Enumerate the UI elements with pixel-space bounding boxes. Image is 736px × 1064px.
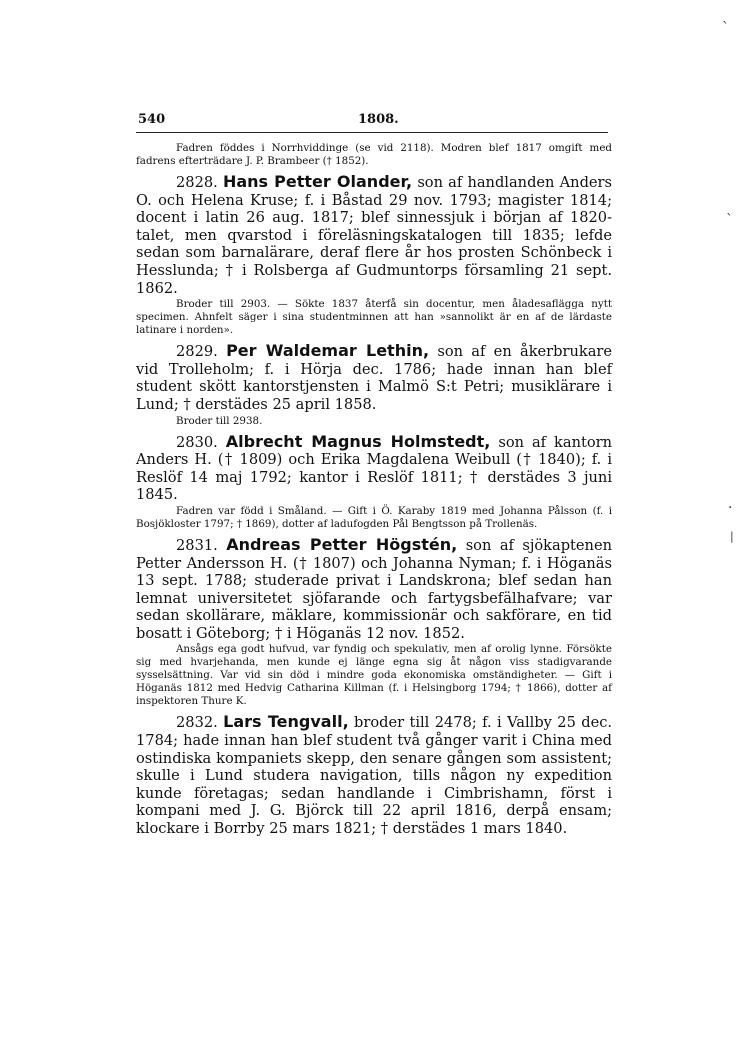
entry-2831 [136,536,612,709]
entry-2832 [136,713,612,837]
entry-name: Andreas Petter Högstén, [226,534,458,554]
entry-text: son af sjökaptenen Petter Andersson H. († 1807) och Johanna Nyman; f. i Höganäs 13 sept. 1788; studerade privat i Landskrona; blef sedan han lemnat universitetet sjöfarande och fartygsbefälhafvare; var sedan skollärare, mäklare, kommissionär och sakförare, en tid bosatt i Göteborg; † i Höganäs 12 nov. 1852. [136,536,612,642]
entry-note: Fadren var född i Småland. — Gift i Ö. Karaby 1819 med Johanna Pålsson (f. i Bosjökloster 1797; † 1869), dotter af ladufogden Pål Bengtsson på Trollenäs. [136,504,612,530]
intro-note: Fadren föddes i Norrhviddinge (se vid 2118). Modren blef 1817 omgift med fadrens efterträdare J. P. Brambeer († 1852). [136,142,612,167]
entry-number: 2831. [176,536,218,554]
entry-name: Albrecht Magnus Holmstedt, [225,431,491,451]
scan-edge-mark: ˋ [722,20,729,36]
header-rule [136,132,608,133]
entry-text: son af handlanden Anders O. och Helena Kruse; f. i Båstad 29 nov. 1793; magister 1814; docent i latin 26 aug. 1817; blef sinnessjuk i början af 1820-talet, men qvarstod i föreläsningskatalogen till 1835; lefde sedan som barnalärare, deraf flere år hos prosten Schönbeck i Hesslunda; † i Rolsberga af Gudmuntorps församling 21 sept. 1862. [136,174,613,297]
scan-edge-mark: | [730,530,734,543]
entry-note: Ansågs ega godt hufvud, var fyndig och spekulativ, men af orolig lynne. Försökte sig med hvarjehanda, men kunde ej länge egna sig åt någon viss stadigvarande sysselsättning. Var vid sin död i mindre goda ekonomiska omständigheter. — Gift i Höganäs 1812 med Hedvig Catharina Killman (f. i Helsingborg 1794; † 1866), dotter af inspektoren Thure K. [136,643,612,708]
page-number: 540 [138,112,166,127]
entry-name: Per Waldemar Lethin, [226,341,430,361]
book-page [136,112,612,838]
scan-edge-mark: ˋ [726,212,733,228]
entry-2829 [136,342,612,427]
entry-text: son af kantorn Anders H. († 1809) och Erika Magdalena Weibull († 1840); f. i Reslöf 14 maj 1792; kantor i Reslöf 1811; † derstädes 3 juni 1845. [136,433,613,504]
page-year: 1808. [358,112,399,127]
entry-name: Lars Tengvall, [223,712,349,732]
entry-note: Broder till 2903. — Sökte 1837 återfå sin docentur, men åladesaflägga nytt specimen. Ahnfelt säger i sina studentminnen att han »sannolikt är en af de lärdaste latinare i norden». [136,298,612,337]
entry-number: 2829. [176,343,218,361]
entry-number: 2832. [176,714,218,732]
page-header [136,112,612,134]
entry-2830 [136,433,612,531]
entry-text: son af en åkerbrukare vid Trolleholm; f. i Hörja dec. 1786; hade innan han blef student skött kantorstjensten i Malmö S:t Petri; musiklärare i Lund; † derstädes 25 april 1858. [136,343,613,413]
entry-number: 2828. [176,174,218,191]
entry-2828 [136,173,612,337]
entry-name: Hans Petter Olander, [222,172,413,191]
entry-note: Broder till 2938. [176,414,263,427]
entry-text: broder till 2478; f. i Vallby 25 dec. 1784; hade innan han blef student två gånger varit i China med ostindiska kompaniets skepp, den senare gången som assistent; skulle i Lund studera navigation, tills någon ny expedition kunde företagas; sedan handlande i Cimbrishamn, först i kompani med J. G. Björck till 22 april 1816, derpå ensam; klockare i Borrby 25 mars 1821; † derstädes 1 mars 1840. [136,714,613,838]
entry-number: 2830. [176,433,218,451]
scan-edge-mark: · [728,500,733,516]
